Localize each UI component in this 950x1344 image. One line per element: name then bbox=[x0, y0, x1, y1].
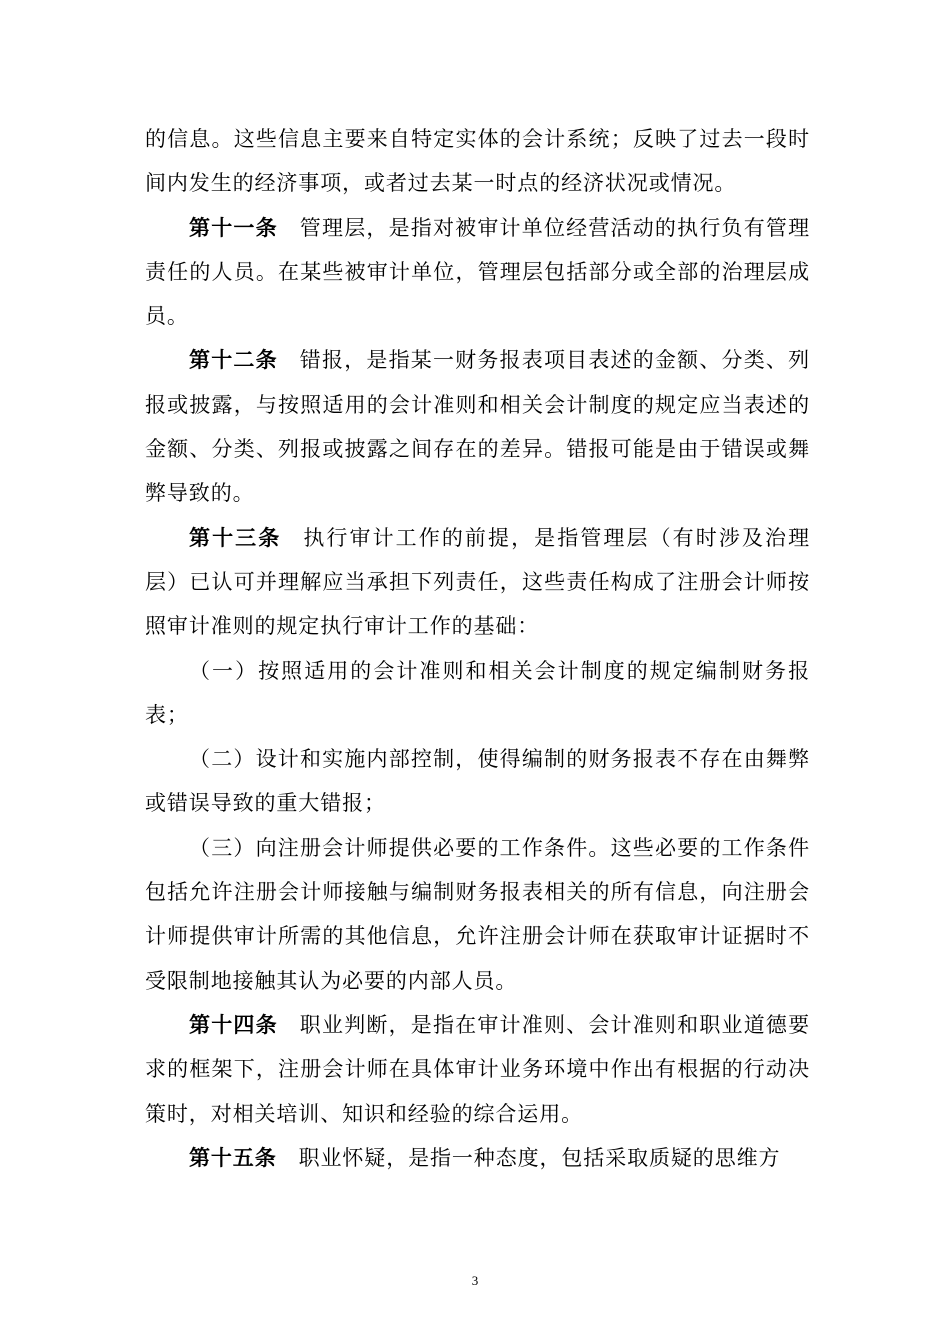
article-12 bbox=[145, 338, 810, 515]
body-text bbox=[145, 117, 810, 1180]
paragraph-text: 错报，是指某一财务报表项目表述的金额、分类、列报或披露，与按照适用的会计准则和相关会计制度的规定应当表述的金额、分类、列报或披露之间存在的差异。错报可能是由于错误或舞弊导致的。 bbox=[145, 348, 810, 506]
paragraph-text: （三）向注册会计师提供必要的工作条件。这些必要的工作条件包括允许注册会计师接触与编制财务报表相关的所有信息，向注册会计师提供审计所需的其他信息，允许注册会计师在获取审计证据时不受限制地接触其认为必要的内部人员。 bbox=[145, 835, 810, 993]
paragraph-text: 管理层，是指对被审计单位经营活动的执行负有管理责任的人员。在某些被审计单位，管理层包括部分或全部的治理层成员。 bbox=[145, 215, 810, 329]
article-number: 第十三条 bbox=[189, 525, 282, 550]
list-item-2 bbox=[145, 737, 810, 826]
article-number: 第十四条 bbox=[189, 1012, 278, 1037]
paragraph-text: 职业判断，是指在审计准则、会计准则和职业道德要求的框架下，注册会计师在具体审计业务环境中作出有根据的行动决策时，对相关培训、知识和经验的综合运用。 bbox=[145, 1012, 810, 1126]
paragraph-text: （一）按照适用的会计准则和相关会计制度的规定编制财务报表； bbox=[145, 658, 810, 727]
article-11 bbox=[145, 206, 810, 339]
list-item-3 bbox=[145, 826, 810, 1003]
article-13 bbox=[145, 516, 810, 649]
paragraph-text: 的信息。这些信息主要来自特定实体的会计系统；反映了过去一段时间内发生的经济事项，或者过去某一时点的经济状况或情况。 bbox=[145, 127, 810, 196]
paragraph-text: 职业怀疑，是指一种态度，包括采取质疑的思维方 bbox=[298, 1145, 781, 1170]
paragraph-text: （二）设计和实施内部控制，使得编制的财务报表不存在由舞弊或错误导致的重大错报； bbox=[145, 747, 810, 816]
article-15 bbox=[145, 1136, 810, 1180]
list-item-1 bbox=[145, 649, 810, 738]
article-number: 第十二条 bbox=[189, 348, 278, 373]
paragraph-continuation bbox=[145, 117, 810, 206]
article-number: 第十五条 bbox=[189, 1145, 277, 1170]
paragraph-text: 执行审计工作的前提，是指管理层（有时涉及治理层）已认可并理解应当承担下列责任，这些责任构成了注册会计师按照审计准则的规定执行审计工作的基础： bbox=[145, 525, 810, 639]
article-14 bbox=[145, 1003, 810, 1136]
article-number: 第十一条 bbox=[189, 215, 278, 240]
page-number: 3 bbox=[471, 1273, 479, 1288]
